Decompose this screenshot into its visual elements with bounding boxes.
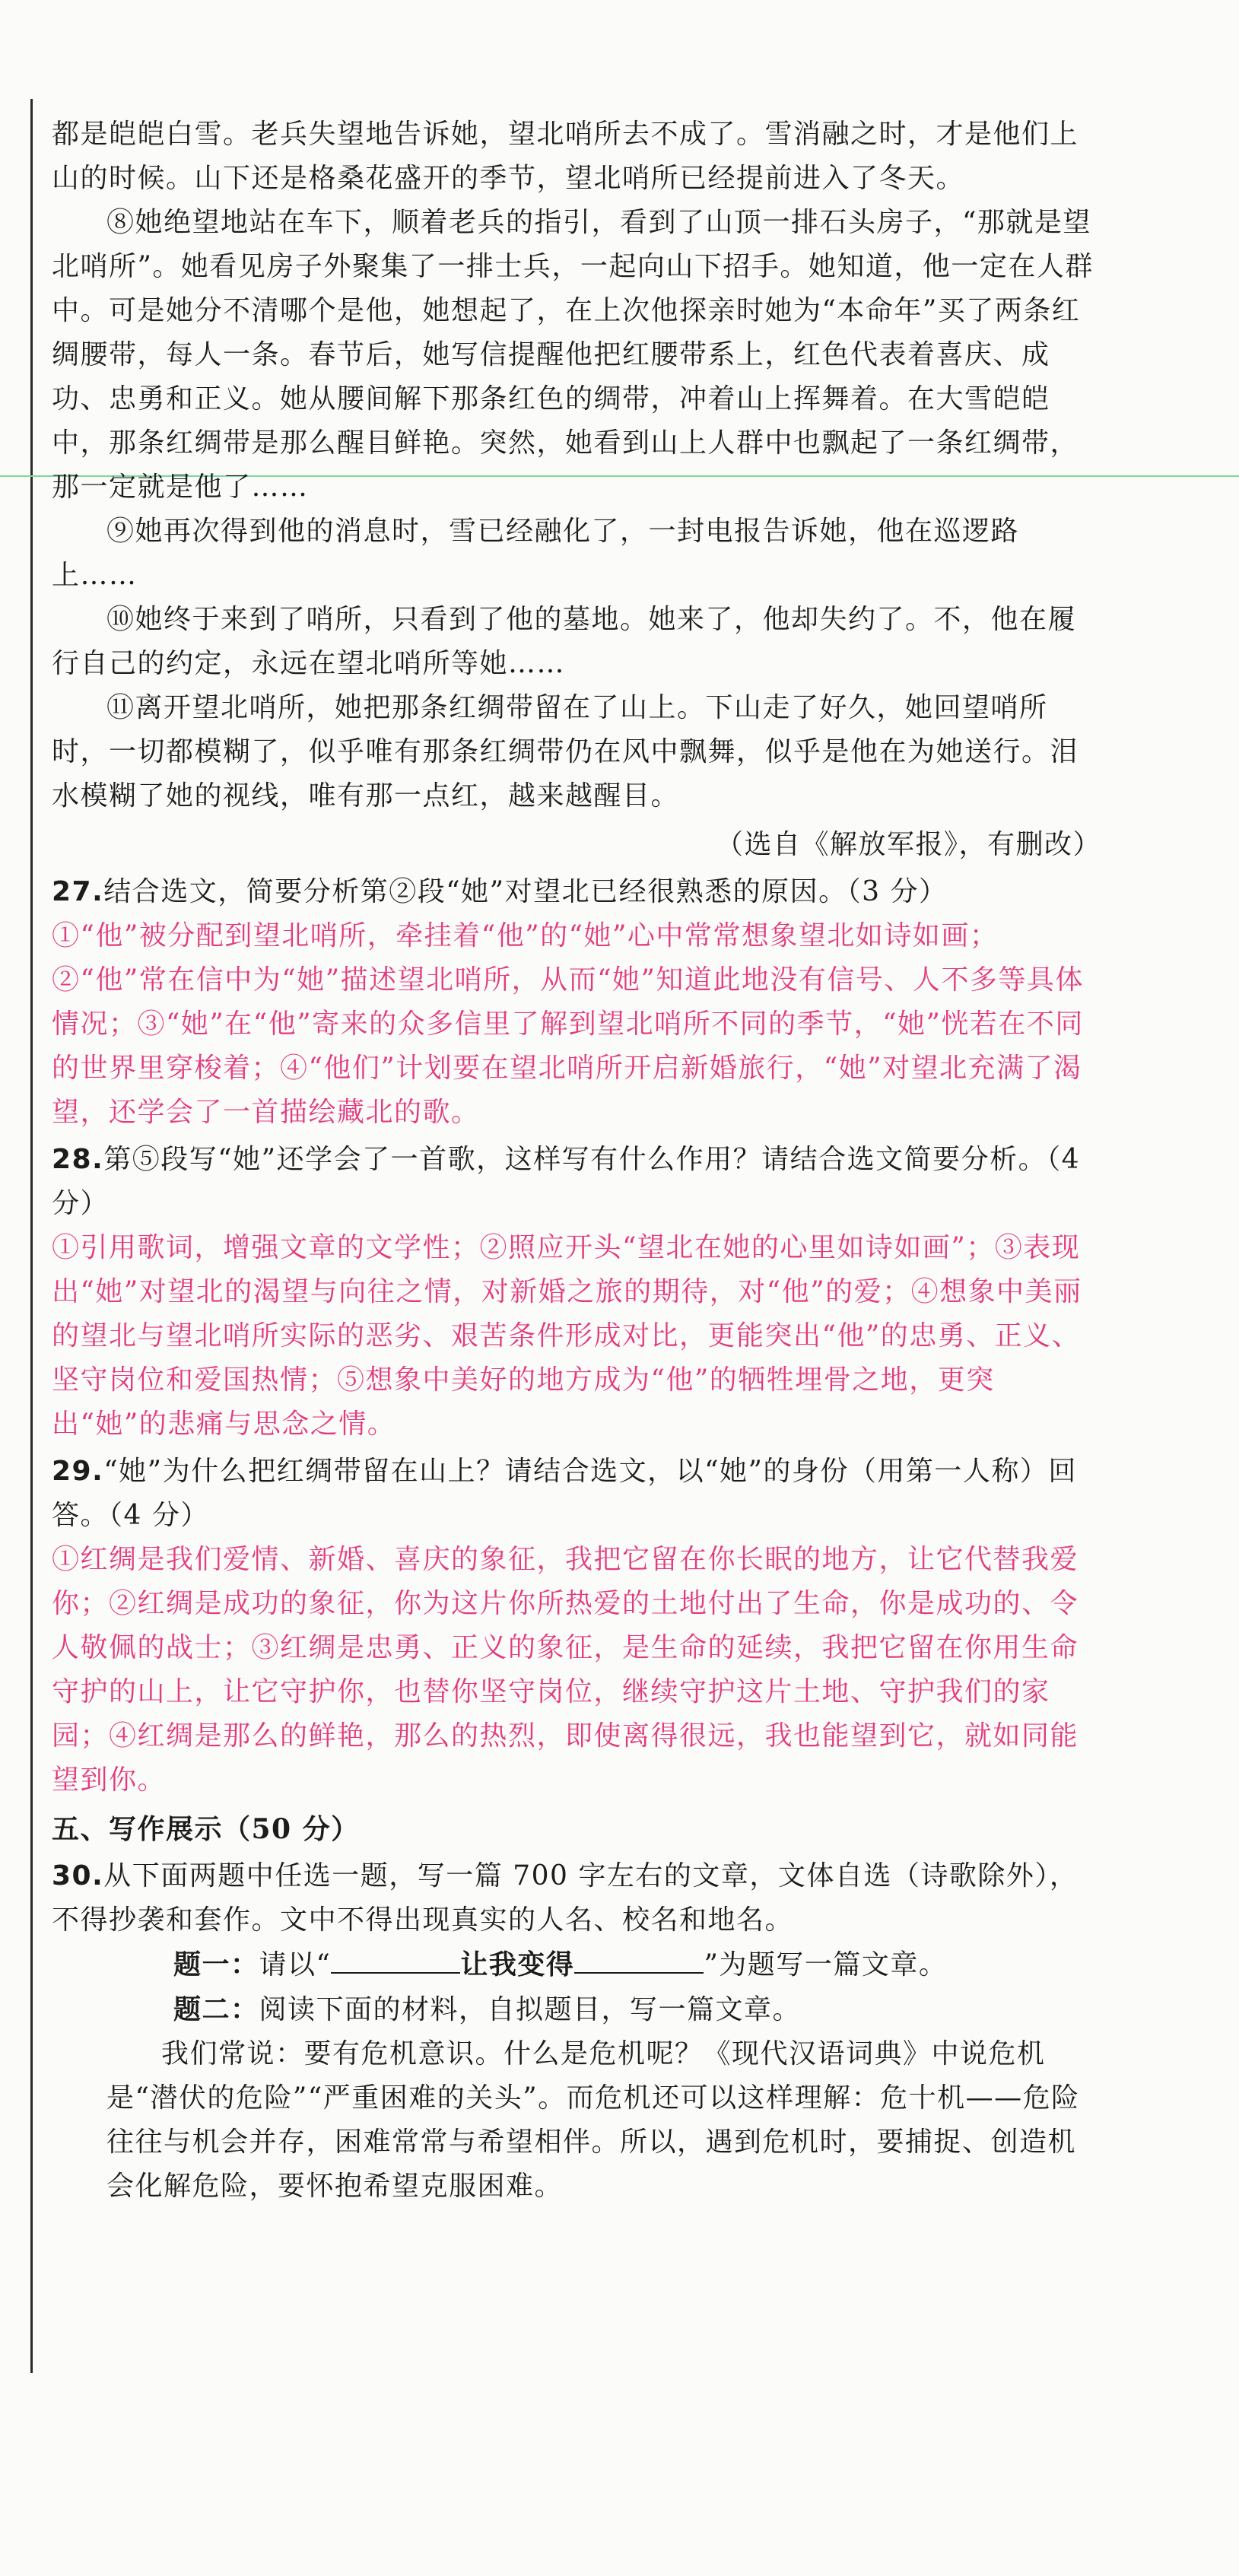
- answer-29: ①红绸是我们爱情、新婚、喜庆的象征，我把它留在你长眠的地方，让它代替我爱你；②红绸是成功的象征，你为这片你所热爱的土地付出了生命，你是成功的、令人敬佩的战士；③红绸是忠勇、正义的象征，是生命的延续，我把它留在你用生命守护的山上，让它守护你，也替你坚守岗位，继续守护这片土地、守护我们的家园；④红绸是那么的鲜艳，那么的热烈，即使离得很远，我也能望到它，就如同能望到你。: [52, 1544, 1079, 1796]
- question-28: [52, 1138, 1101, 1226]
- question-30: [52, 1854, 1101, 1942]
- passage-source: （选自《解放军报》，有删改）: [715, 829, 1101, 860]
- topic-one-middle: 让我变得: [460, 1949, 575, 1980]
- fill-blank-1: [331, 1949, 460, 1974]
- answer-27: ①“他”被分配到望北哨所，牵挂着“他”的“她”心中常常想象望北如诗如画；②“他”常在信中为“她”描述望北哨所，从而“她”知道此地没有信号、人不多等具体情况；③“她”在“他”寄来的众多信里了解到望北哨所不同的季节，“她”恍若在不同的世界里穿梭着；④“他们”计划要在望北哨所开启新婚旅行，“她”对望北充满了渴望，还学会了一首描绘藏北的歌。: [52, 920, 1084, 1128]
- passage-paragraph-7-continued: 都是皑皑白雪。老兵失望地告诉她，望北哨所去不成了。雪消融之时，才是他们上山的时候。山下还是格桑花盛开的季节，望北哨所已经提前进入了冬天。: [52, 119, 1079, 194]
- question-number: 30.: [52, 1860, 104, 1892]
- writing-material: 我们常说：要有危机意识。什么是危机呢？《现代汉语词典》中说危机是“潜伏的危险”“严重困难的关头”。而危机还可以这样理解：危十机——危险往往与机会并存，困难常常与希望相伴。所以，遇到危机时，要捕捉、创造机会化解危险，要怀抱希望克服困难。: [106, 2038, 1080, 2202]
- section-title-writing: 五、写作展示（50 分）: [52, 1813, 360, 1845]
- passage-paragraph-11: ⑪离开望北哨所，她把那条红绸带留在了山上。下山走了好久，她回望哨所时，一切都模糊了，似乎唯有那条红绸带仍在风中飘舞，似乎是他在为她送行。泪水模糊了她的视线，唯有那一点红，越来越醒目。: [52, 692, 1079, 812]
- question-number: 29.: [52, 1456, 104, 1487]
- topic-one-prefix: 请以“: [259, 1949, 332, 1980]
- passage-paragraph-9: ⑨她再次得到他的消息时，雪已经融化了，一封电报告诉她，他在巡逻路上……: [52, 516, 1020, 591]
- topic-one-suffix: ”为题写一篇文章。: [704, 1949, 948, 1980]
- topic-one: [52, 1942, 1101, 1987]
- passage-paragraph-10: ⑩她终于来到了哨所，只看到了他的墓地。她来了，他却失约了。不，他在履行自己的约定，永远在望北哨所等她……: [52, 604, 1077, 679]
- page-content: [52, 113, 1101, 2209]
- question-text: 从下面两题中任选一题，写一篇 700 字左右的文章，文体自选（诗歌除外），不得抄袭和套作。文中不得出现真实的人名、校名和地名。: [52, 1860, 1079, 1936]
- topic-two: [52, 1987, 1101, 2032]
- passage-paragraph-8: ⑧她绝望地站在车下，顺着老兵的指引，看到了山顶一排石头房子，“那就是望北哨所”。她看见房子外聚集了一排士兵，一起向山下招手。她知道，他一定在人群中。可是她分不清哪个是他，她想起了，在上次他探亲时她为“本命年”买了两条红绸腰带，每人一条。春节后，她写信提醒他把红腰带系上，红色代表着喜庆、成功、忠勇和正义。她从腰间解下那条红色的绸带，冲着山上挥舞着。在大雪皑皑中，那条红绸带是那么醒目鲜艳。突然，她看到山上人群中也飘起了一条红绸带，那一定就是他了……: [52, 207, 1094, 503]
- question-text: 第⑤段写“她”还学会了一首歌，这样写有什么作用？请结合选文简要分析。（4 分）: [52, 1144, 1080, 1219]
- question-text: 结合选文，简要分析第②段“她”对望北已经很熟悉的原因。（3 分）: [103, 876, 948, 907]
- question-number: 27.: [52, 876, 104, 907]
- topic-two-label: 题二：: [173, 1993, 259, 2025]
- question-number: 28.: [52, 1144, 104, 1175]
- question-29: [52, 1450, 1101, 1538]
- left-margin-rule: [30, 99, 33, 2373]
- topic-two-text: 阅读下面的材料，自拟题目，写一篇文章。: [259, 1994, 802, 2025]
- answer-28: ①引用歌词，增强文章的文学性；②照应开头“望北在她的心里如诗如画”；③表现出“她”对望北的渴望与向往之情，对新婚之旅的期待，对“他”的爱；④想象中美丽的望北与望北哨所实际的恶劣、艰苦条件形成对比，更能突出“他”的忠勇、正义、坚守岗位和爱国热情；⑤想象中美好的地方成为“他”的牺牲埋骨之地，更突出“她”的悲痛与思念之情。: [52, 1232, 1082, 1440]
- question-27: [52, 870, 1101, 914]
- topic-one-label: 题一：: [173, 1949, 259, 1980]
- fill-blank-2: [574, 1949, 704, 1974]
- question-text: “她”为什么把红绸带留在山上？请结合选文，以“她”的身份（用第一人称）回答。（4 分）: [52, 1456, 1077, 1531]
